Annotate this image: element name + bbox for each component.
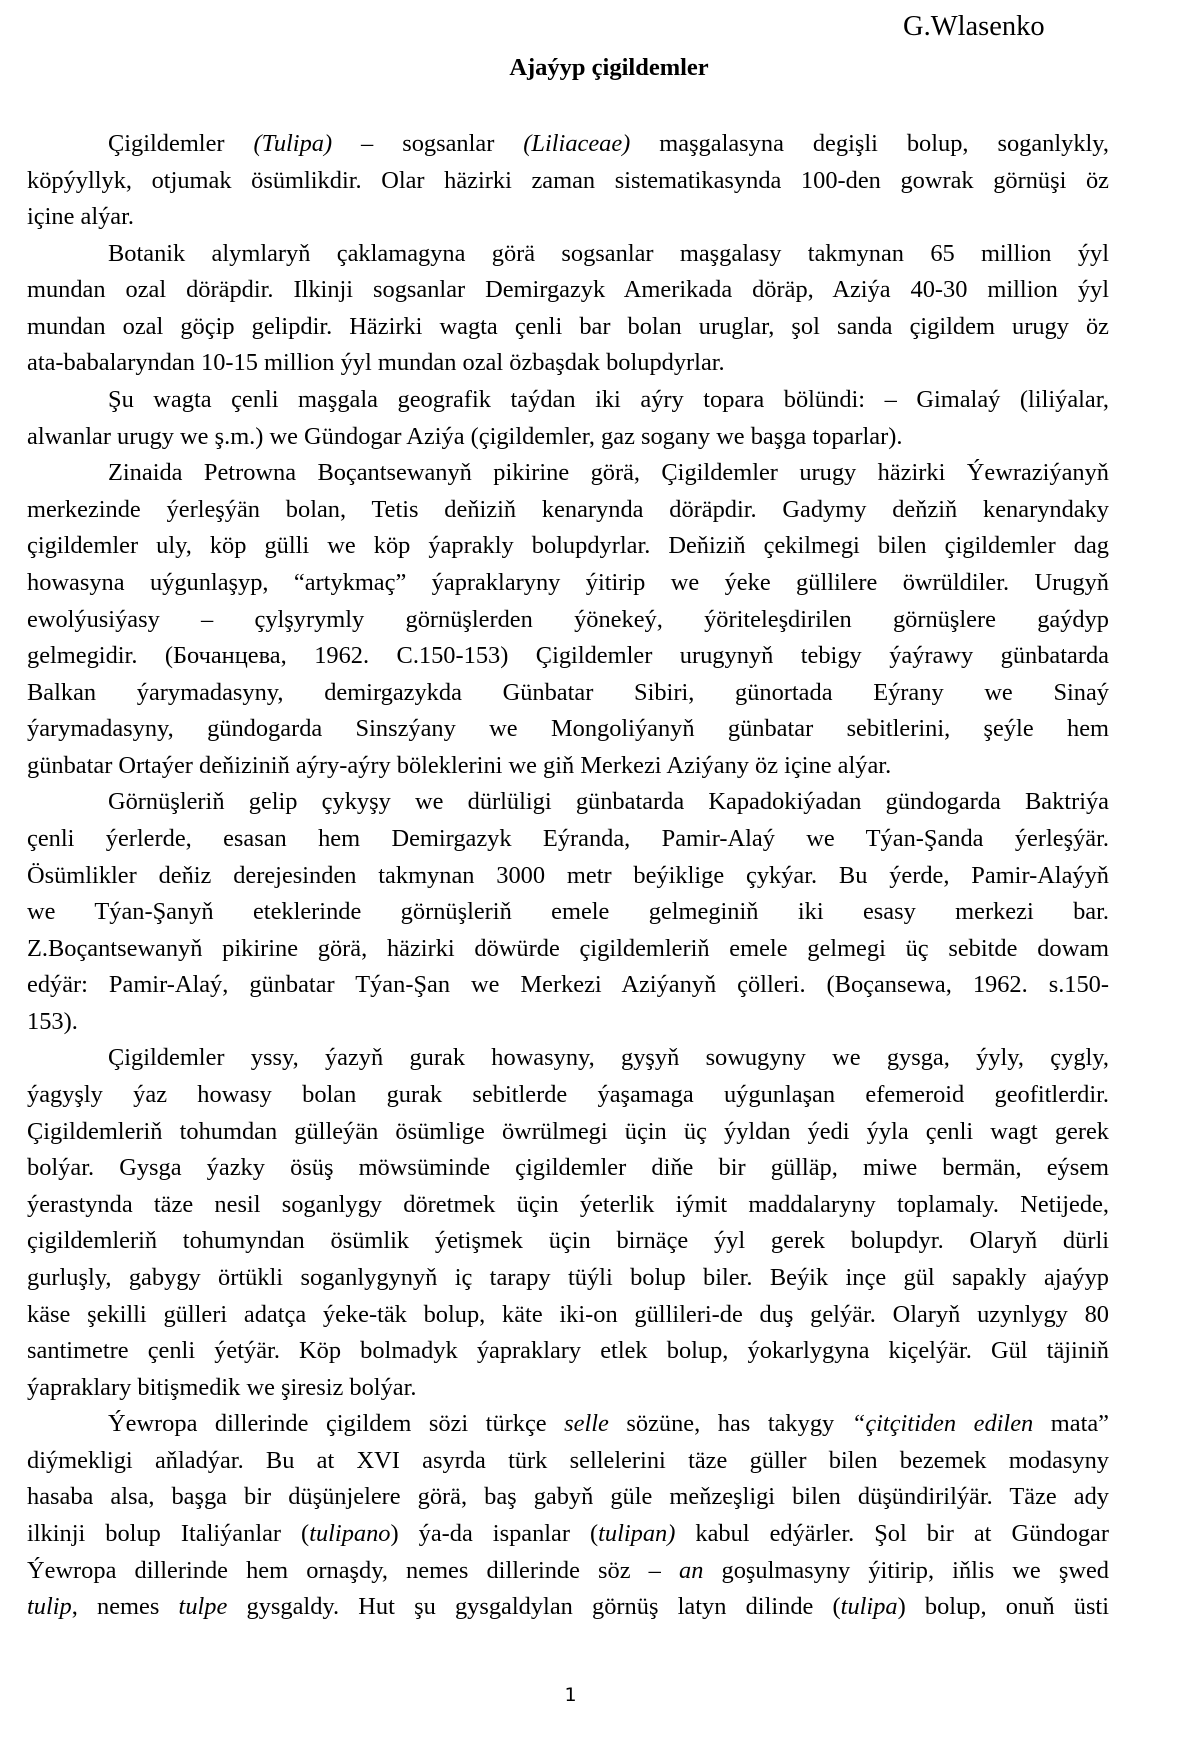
text-run: günbatar Ortaýer deňiziniň aýry-aýry böleklerini we giň Merkezi Aziýany öz içine alýar. bbox=[27, 751, 892, 779]
text-run: Görnüşleriň gelip çykyşy we dürlüligi günbatarda Kapadokiýadan gündogarda Baktriýa bbox=[108, 788, 1109, 816]
text-line bbox=[27, 748, 1109, 785]
italic-text: selle bbox=[564, 1410, 609, 1438]
text-run: gurluşly, gabygy örtükli soganlygynyň iç tarapy tüýli bolup biler. Beýik inçe gül sapakly ajaýyp bbox=[27, 1263, 1109, 1291]
text-line bbox=[27, 1553, 1109, 1590]
text-run: käse şekilli gülleri adatça ýeke-täk bolup, käte iki-on güllileri-de duş gelýär. Olaryň uzynlygy 80 bbox=[27, 1300, 1109, 1328]
text-run: – sogsanlar bbox=[332, 130, 524, 157]
text-run: Şu wagta çenli maşgala geografik taýdan iki aýry topara bölündi: – Gimalaý (liliýalar, bbox=[108, 386, 1109, 414]
text-line bbox=[27, 1333, 1109, 1370]
text-line bbox=[27, 199, 1109, 236]
text-run: Ýewropa dillerinde hem ornaşdy, nemes dillerinde söz – bbox=[27, 1556, 679, 1584]
text-line bbox=[27, 711, 1109, 748]
text-line bbox=[27, 821, 1109, 858]
text-run: ) bolup, onuň üsti bbox=[897, 1593, 1109, 1621]
text-run: ata-babalaryndan 10-15 million ýyl mundan ozal özbaşdak bolupdyrlar. bbox=[27, 349, 725, 377]
text-run: köpýyllyk, otjumak ösümlikdir. Olar häzirki zaman sistematikasynda 100-den gowrak görnüşi öz bbox=[27, 166, 1109, 194]
text-line bbox=[27, 1479, 1109, 1516]
text-run: Balkan ýarymadasyny, demirgazykda Günbatar Sibiri, günortada Eýrany we Sinaý bbox=[27, 678, 1109, 706]
text-line bbox=[27, 309, 1109, 346]
text-run: içine alýar. bbox=[27, 203, 134, 231]
text-line bbox=[27, 1150, 1109, 1187]
text-run: ilkinji bolup Italiýanlar ( bbox=[27, 1519, 310, 1547]
italic-text: tulipano bbox=[309, 1519, 391, 1547]
text-line bbox=[27, 894, 1109, 931]
text-run: Ýewropa dillerinde çigildem sözi türkçe bbox=[108, 1410, 565, 1438]
text-run: ýagyşly ýaz howasy bolan gurak sebitlerde ýaşamaga uýgunlaşan efemeroid geofitlerdir. bbox=[27, 1081, 1109, 1109]
text-line bbox=[27, 126, 1109, 163]
italic-text: tulipan) bbox=[598, 1519, 676, 1547]
text-run: Çigildemleriň tohumdan gülleýän ösümlige öwrülmegi üçin üç ýyldan ýedi ýyla çenli wagt gerek bbox=[27, 1117, 1109, 1145]
text-run: ) ýa-da ispanlar ( bbox=[390, 1519, 599, 1547]
text-run: Ösümlikler deňiz derejesinden takmynan 3000 metr beýiklige çykýar. Bu ýerde, Pamir-Alaýyň bbox=[27, 861, 1109, 889]
text-run: kabul edýärler. Şol bir at Gündogar bbox=[675, 1519, 1109, 1547]
text-line bbox=[27, 1260, 1109, 1297]
text-line bbox=[27, 1187, 1109, 1224]
text-line bbox=[27, 1004, 1109, 1041]
text-run: ewolýusiýasy – çylşyrymly görnüşlerden ýönekeý, ýöriteleşdirilen görnüşlere gaýdyp bbox=[27, 605, 1109, 633]
text-run: Z.Boçantsewanyň pikirine görä, häzirki döwürde çigildemleriň emele gelmegi üç sebitde dowam bbox=[27, 934, 1109, 962]
text-line bbox=[27, 1443, 1109, 1480]
text-line bbox=[27, 1114, 1109, 1151]
text-run: mata” bbox=[1033, 1410, 1110, 1438]
text-line bbox=[27, 565, 1109, 602]
text-run: merkezinde ýerleşýän bolan, Tetis deňiziň kenarynda döräpdir. Gadymy deňziň kenaryndaky bbox=[27, 495, 1109, 523]
author-name: G.Wlasenko bbox=[903, 11, 1045, 42]
italic-text: (Liliaceae) bbox=[523, 130, 631, 157]
italic-text: (Tulipa) bbox=[253, 130, 333, 157]
italic-text: tulpe bbox=[178, 1593, 228, 1621]
text-run: gysgaldy. Hut şu gysgaldylan görnüş latyn dilinde ( bbox=[227, 1593, 841, 1621]
article-title: Ajaýyp çigildemler bbox=[509, 54, 709, 81]
text-line bbox=[27, 858, 1109, 895]
text-line bbox=[27, 1516, 1109, 1553]
text-run: ýerastynda täze nesil soganlygy döretmek üçin ýeterlik iýmit maddalaryny toplamaly. Netijede, bbox=[27, 1190, 1109, 1218]
italic-text: tulip bbox=[27, 1593, 72, 1621]
text-line bbox=[27, 931, 1109, 968]
text-run: goşulmasyny ýitirip, iňlis we şwed bbox=[703, 1556, 1109, 1584]
text-line bbox=[27, 784, 1109, 821]
page-number: 1 bbox=[564, 1684, 577, 1706]
text-run: edýär: Pamir-Alaý, günbatar Týan-Şan we Merkezi Aziýanyň çölleri. (Boçansewa, 1962. s.150- bbox=[27, 971, 1109, 999]
text-run: 153). bbox=[27, 1007, 78, 1035]
italic-text: an bbox=[679, 1556, 704, 1584]
text-run: maşgalasyna degişli bolup, soganlykly, bbox=[630, 130, 1110, 157]
italic-text: “çitçitiden edilen bbox=[851, 1410, 1034, 1438]
text-run: mundan ozal döräpdir. Ilkinji sogsanlar Demirgazyk Amerikada döräp, Aziýa 40-30 million ýyl bbox=[27, 276, 1109, 304]
text-run: howasyna uýgunlaşyp, “artykmaç” ýapraklaryny ýitirip we ýeke güllilere öwrüldiler. Urugyň bbox=[27, 568, 1109, 596]
text-run: hasaba alsa, başga bir düşünjelere görä, baş gabyň güle meňzeşligi bilen düşündirilýär. Täze ady bbox=[27, 1483, 1109, 1511]
text-line bbox=[27, 345, 1109, 382]
text-run: mundan ozal göçip gelipdir. Häzirki wagta çenli bar bolan uruglar, şol sanda çigildem urugy öz bbox=[27, 312, 1109, 340]
text-line bbox=[27, 236, 1109, 273]
text-run: çigildemleriň tohumyndan ösümlik ýetişmek üçin birnäçe ýyl gerek bolupdyr. Olaryň dürli bbox=[27, 1227, 1109, 1255]
text-run: Botanik alymlaryň çaklamagyna görä sogsanlar maşgalasy takmynan 65 million ýyl bbox=[108, 239, 1109, 267]
text-run: diýmekligi aňladýar. Bu at XVI asyrda türk sellelerini täze güller bilen bezemek modasyny bbox=[27, 1446, 1109, 1474]
text-line bbox=[27, 967, 1109, 1004]
text-run: bolýar. Gysga ýazky ösüş möwsüminde çigildemler diňe bir gülläp, miwe bermän, eýsem bbox=[27, 1154, 1109, 1182]
text-line bbox=[27, 455, 1109, 492]
text-run: santimetre çenli ýetýär. Köp bolmadyk ýapraklary etlek bolup, ýokarlygyna kiçelýär. Gül täjiniň bbox=[27, 1337, 1109, 1365]
text-line bbox=[27, 1370, 1109, 1407]
text-run: , nemes bbox=[71, 1593, 179, 1621]
text-line bbox=[27, 1223, 1109, 1260]
article-body bbox=[27, 126, 1109, 1626]
text-run: ýapraklary bitişmedik we şiresiz bolýar. bbox=[27, 1373, 417, 1401]
text-line bbox=[27, 1589, 1109, 1626]
text-line bbox=[27, 163, 1109, 200]
text-line bbox=[27, 272, 1109, 309]
text-line bbox=[27, 1297, 1109, 1334]
italic-text: tulipa bbox=[840, 1593, 898, 1621]
text-run: çenli ýerlerde, esasan hem Demirgazyk Eýranda, Pamir-Alaý we Týan-Şanda ýerleşýär. bbox=[27, 824, 1109, 852]
text-line bbox=[27, 1406, 1109, 1443]
text-line bbox=[27, 602, 1109, 639]
text-run: çigildemler uly, köp gülli we köp ýaprakly bolupdyrlar. Deňiziň çekilmegi bilen çigildemler dag bbox=[27, 532, 1109, 560]
text-run: ýarymadasyny, gündogarda Sinszýany we Mongoliýanyň günbatar sebitlerini, şeýle hem bbox=[27, 715, 1109, 743]
text-run: Çigildemler bbox=[108, 130, 254, 157]
text-line bbox=[27, 638, 1109, 675]
text-line bbox=[27, 1077, 1109, 1114]
text-line bbox=[27, 492, 1109, 529]
text-run: gelmegidir. (Бочанцева, 1962. С.150-153) Çigildemler urugynyň tebigy ýaýrawy günbatarda bbox=[27, 642, 1109, 670]
text-run: Zinaida Petrowna Boçantsewanyň pikirine görä, Çigildemler urugy häzirki Ýewraziýanyň bbox=[108, 459, 1109, 487]
text-line bbox=[27, 382, 1109, 419]
text-run: Çigildemler yssy, ýazyň gurak howasyny, gyşyň sowugyny we gysga, ýyly, çygly, bbox=[108, 1044, 1109, 1072]
text-line bbox=[27, 528, 1109, 565]
text-line bbox=[27, 419, 1109, 456]
text-run: alwanlar urugy we ş.m.) we Gündogar Aziýa (çigildemler, gaz sogany we başga toparlar). bbox=[27, 422, 903, 450]
text-run: sözüne, has takygy bbox=[608, 1410, 852, 1438]
text-run: we Týan-Şanyň eteklerinde görnüşleriň emele gelmeginiň iki esasy merkezi bar. bbox=[27, 898, 1109, 926]
text-line bbox=[27, 675, 1109, 712]
text-line bbox=[27, 1040, 1109, 1077]
